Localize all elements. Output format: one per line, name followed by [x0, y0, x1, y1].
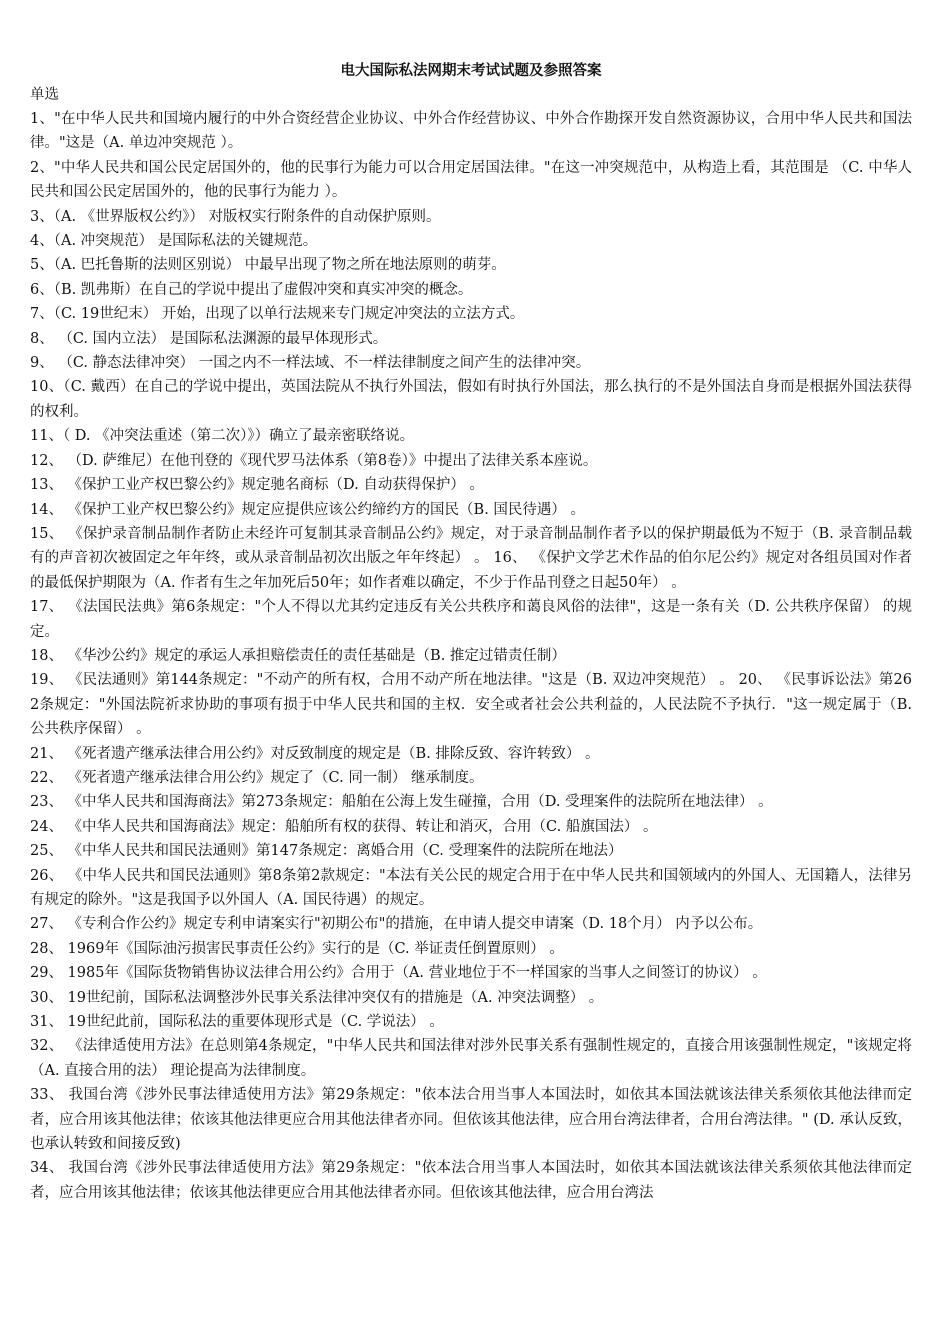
question-19-20: 19、 《民法通则》第144条规定："不动产的所有权，合用不动产所在地法律。"这是（B. 双边冲突规范） 。 20、 《民事诉讼法》第262条规定："外国法院祈求协助的事项有损于中华人民共和国的主权．安全或者社会公共利益的，人民法院不予执行．"这一规定属于（B. 公共秩序保留） 。	[30, 672, 912, 738]
question-32: 32、 《法律适使用方法》在总则第4条规定，"中华人民共和国法律对涉外民事关系有强制性规定的，直接合用该强制性规定，"该规定将（A. 直接合用的法） 理论提高为法律制度。	[30, 1038, 912, 1079]
question-30: 30、 19世纪前，国际私法调整涉外民事关系法律冲突仅有的措施是（A. 冲突法调整） 。	[30, 989, 604, 1006]
question-10: 10、（C. 戴西）在自己的学说中提出，英国法院从不执行外国法，假如有时执行外国法，那么执行的不是外国法自身而是根据外国法获得的权利。	[30, 379, 912, 420]
question-14: 14、 《保护工业产权巴黎公约》规定应提供应该公约缔约方的国民（B. 国民待遇） 。	[30, 501, 586, 518]
question-23: 23、 《中华人民共和国海商法》第273条规定：船舶在公海上发生碰撞，合用（D. 受理案件的法院所在地法律） 。	[30, 794, 773, 811]
question-15-16: 15、 《保护录音制品制作者防止未经许可复制其录音制品公约》规定，对于录音制品制作者予以的保护期最低为不短于（B. 录音制品载有的声音初次被固定之年年终，或从录音制品初次出版之年年终起） 。 16、 《保护文学艺术作品的伯尔尼公约》规定对各组员国对作者的最低保护期限为（A. 作者有生之年加死后50年；如作者难以确定，不少于作品刊登之日起50年） 。	[30, 525, 912, 591]
question-5: 5、（A. 巴托鲁斯的法则区别说） 中最早出现了物之所在地法原则的萌芽。	[30, 257, 506, 274]
question-24: 24、 《中华人民共和国海商法》规定：船舶所有权的获得、转让和消灭，合用（C. 船旗国法） 。	[30, 818, 658, 835]
question-17: 17、 《法国民法典》第6条规定："个人不得以尤其约定违反有关公共秩序和蔼良风俗的法律"，这是一条有关（D. 公共秩序保留） 的规定。	[30, 599, 912, 640]
section-heading: 单选	[30, 87, 59, 103]
question-18: 18、 《华沙公约》规定的承运人承担赔偿责任的责任基础是（B. 推定过错责任制）	[30, 647, 566, 664]
question-26: 26、 《中华人民共和国民法通则》第8条第2款规定："本法有关公民的规定合用于在中华人民共和国领域内的外国人、无国籍人，法律另有规定的除外。"这是我国予以外国人（A. 国民待遇）的规定。	[30, 867, 912, 908]
question-31: 31、 19世纪此前，国际私法的重要体现形式是（C. 学说法） 。	[30, 1014, 444, 1031]
question-8: 8、 （C. 国内立法） 是国际私法渊源的最早体现形式。	[30, 330, 388, 347]
question-12: 12、 （D. 萨维尼）在他刊登的《现代罗马法体系（第8卷）》中提出了法律关系本座说。	[30, 452, 598, 469]
question-2: 2、"中华人民共和国公民定居国外的，他的民事行为能力可以合用定居国法律。"在这一冲突规范中，从构造上看，其范围是 （C. 中华人民共和国公民定居国外的，他的民事行为能力 ）。	[30, 159, 912, 201]
question-29: 29、 1985年《国际货物销售协议法律合用公约》合用于（A. 营业地位于不一样国家的当事人之间签订的协议） 。	[30, 965, 767, 982]
question-7: 7、（C. 19世纪末） 开始，出现了以单行法规来专门规定冲突法的立法方式。	[30, 306, 525, 323]
question-22: 22、 《死者遗产继承法律合用公约》规定了（C. 同一制） 继承制度。	[30, 769, 484, 786]
question-34: 34、 我国台湾《涉外民事法律适使用方法》第29条规定："依本法合用当事人本国法时，如依其本国法就该法律关系须依其他法律而定者，应合用该其他法律；依该其他法律更应合用其他法律者亦同。但依该其他法律，应合用台湾法	[30, 1160, 912, 1201]
question-4: 4、（A. 冲突规范） 是国际私法的关键规范。	[30, 233, 318, 250]
question-6: 6、（B. 凯弗斯）在自己的学说中提出了虚假冲突和真实冲突的概念。	[30, 281, 473, 298]
question-list	[30, 107, 912, 1205]
document-title: 电大国际私法网期末考试试题及参照答案	[340, 63, 602, 79]
question-11: 11、（ D. 《冲突法重述（第二次）》）确立了最亲密联络说。	[30, 428, 415, 445]
question-9: 9、 （C. 静态法律冲突） 一国之内不一样法域、不一样法律制度之间产生的法律冲突。	[30, 355, 591, 372]
question-27: 27、 《专利合作公约》规定专利申请案实行"初期公布"的措施，在申请人提交申请案（D. 18个月） 内予以公布。	[30, 916, 763, 933]
question-21: 21、 《死者遗产继承法律合用公约》对反致制度的规定是（B. 排除反致、容许转致） 。	[30, 745, 600, 762]
question-1: 1、"在中华人民共和国境内履行的中外合资经营企业协议、中外合作经营协议、中外合作勘探开发自然资源协议，合用中华人民共和国法律。"这是（A. 单边冲突规范 ）。	[30, 111, 912, 152]
question-33: 33、 我国台湾《涉外民事法律适使用方法》第29条规定："依本法合用当事人本国法时，如依其本国法就该法律关系须依其他法律而定者，应合用该其他法律；依该其他法律更应合用其他法律者亦同。但依该其他法律，应合用台湾法律者，合用台湾法律。" (D. 承认反致，也承认转致和间接反致)	[30, 1087, 912, 1153]
question-28: 28、 1969年《国际油污损害民事责任公约》实行的是（C. 举证责任倒置原则） 。	[30, 940, 564, 957]
question-13: 13、 《保护工业产权巴黎公约》规定驰名商标（D. 自动获得保护） 。	[30, 477, 484, 494]
question-3: 3、（A. 《世界版权公约》） 对版权实行附条件的自动保护原则。	[30, 208, 441, 225]
question-25: 25、 《中华人民共和国民法通则》第147条规定：离婚合用（C. 受理案件的法院所在地法）	[30, 843, 623, 860]
